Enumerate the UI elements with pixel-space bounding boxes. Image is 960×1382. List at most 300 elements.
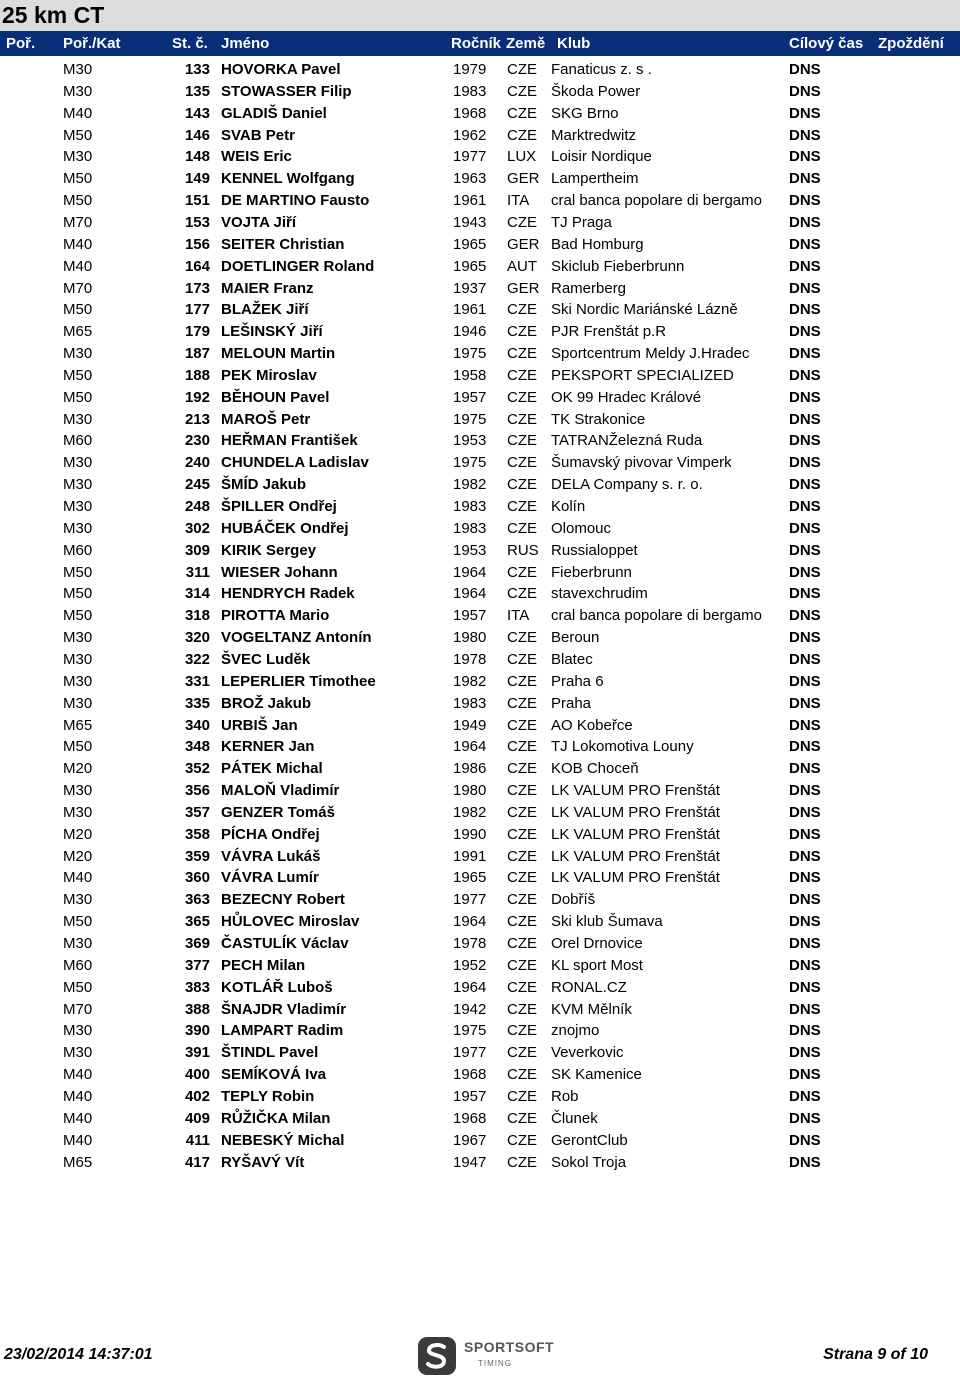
birth-year-cell: 1975 bbox=[453, 454, 487, 472]
club-cell: Ski klub Šumava bbox=[551, 913, 663, 931]
country-cell: ITA bbox=[507, 192, 530, 210]
athlete-name-cell: PECH Milan bbox=[221, 956, 306, 974]
start-number-cell: 365 bbox=[184, 913, 210, 931]
table-row bbox=[0, 824, 960, 845]
table-row bbox=[0, 540, 960, 561]
athlete-name-cell: BROŽ Jakub bbox=[221, 694, 312, 712]
table-row bbox=[0, 1130, 960, 1151]
category-cell: M30 bbox=[63, 498, 93, 515]
country-cell: CZE bbox=[507, 803, 537, 821]
category-cell: M70 bbox=[63, 213, 93, 231]
category-cell: M40 bbox=[63, 235, 93, 253]
country-cell: CZE bbox=[507, 1022, 537, 1040]
birth-year-cell: 1962 bbox=[453, 126, 487, 144]
start-number-cell: 213 bbox=[184, 410, 210, 428]
country-cell: CZE bbox=[507, 760, 537, 778]
athlete-name-cell: PIROTTA Mario bbox=[221, 607, 330, 625]
birth-year-cell: 1980 bbox=[453, 782, 487, 800]
finish-time-cell: DNS bbox=[789, 170, 821, 188]
table-row bbox=[0, 1108, 960, 1129]
start-number-cell: 377 bbox=[184, 956, 210, 974]
start-number-cell: 311 bbox=[185, 563, 210, 581]
table-row bbox=[0, 715, 960, 736]
country-cell: CZE bbox=[507, 323, 537, 341]
athlete-name-cell: DE MARTINO Fausto bbox=[221, 192, 370, 210]
category-cell: M30 bbox=[63, 82, 93, 100]
finish-time-cell: DNS bbox=[789, 650, 821, 668]
table-row bbox=[0, 168, 960, 189]
birth-year-cell: 1983 bbox=[453, 519, 487, 537]
country-cell: CZE bbox=[507, 345, 537, 363]
athlete-name-cell: ŠMÍD Jakub bbox=[221, 476, 307, 494]
table-row bbox=[0, 518, 960, 539]
finish-time-cell: DNS bbox=[789, 607, 821, 625]
club-cell: LK VALUM PRO Frenštát bbox=[551, 869, 720, 887]
country-cell: CZE bbox=[507, 301, 537, 319]
birth-year-cell: 1961 bbox=[453, 301, 487, 319]
category-cell: M30 bbox=[63, 1044, 93, 1062]
category-cell: M30 bbox=[63, 61, 93, 78]
birth-year-cell: 1983 bbox=[453, 498, 487, 515]
start-number-cell: 417 bbox=[184, 1153, 210, 1171]
table-row bbox=[0, 1042, 960, 1063]
finish-time-cell: DNS bbox=[789, 629, 821, 647]
category-cell: M40 bbox=[63, 869, 93, 887]
club-cell: Sokol Troja bbox=[551, 1153, 627, 1171]
birth-year-cell: 1983 bbox=[453, 694, 487, 712]
birth-year-cell: 1957 bbox=[453, 388, 487, 406]
country-cell: GER bbox=[507, 279, 540, 297]
club-cell: Škoda Power bbox=[551, 82, 641, 100]
category-cell: M50 bbox=[63, 301, 93, 319]
start-number-cell: 411 bbox=[185, 1131, 210, 1149]
finish-time-cell: DNS bbox=[789, 825, 821, 843]
sportsoft-s-icon bbox=[416, 1335, 458, 1377]
birth-year-cell: 1947 bbox=[453, 1153, 487, 1171]
finish-time-cell: DNS bbox=[789, 738, 821, 756]
table-row bbox=[0, 1020, 960, 1041]
table-row bbox=[0, 693, 960, 714]
category-cell: M50 bbox=[63, 913, 93, 931]
finish-time-cell: DNS bbox=[789, 301, 821, 319]
category-cell: M30 bbox=[63, 891, 93, 909]
start-number-cell: 151 bbox=[184, 192, 210, 210]
club-cell: KOB Choceň bbox=[551, 760, 639, 778]
athlete-name-cell: HŮLOVEC Miroslav bbox=[221, 913, 360, 931]
country-cell: ITA bbox=[507, 607, 530, 625]
athlete-name-cell: STOWASSER Filip bbox=[221, 82, 352, 100]
club-cell: Ramerberg bbox=[551, 279, 627, 297]
start-number-cell: 402 bbox=[184, 1087, 210, 1105]
birth-year-cell: 1946 bbox=[453, 323, 487, 341]
athlete-name-cell: LEŠINSKÝ Jiří bbox=[221, 323, 323, 341]
country-cell: CZE bbox=[507, 476, 537, 494]
finish-time-cell: DNS bbox=[789, 432, 821, 450]
athlete-name-cell: KIRIK Sergey bbox=[221, 541, 317, 559]
club-cell: Marktredwitz bbox=[551, 126, 637, 144]
start-number-cell: 363 bbox=[184, 891, 210, 909]
birth-year-cell: 1983 bbox=[453, 82, 487, 100]
finish-time-cell: DNS bbox=[789, 61, 821, 78]
birth-year-cell: 1937 bbox=[453, 279, 487, 297]
table-row bbox=[0, 59, 960, 80]
club-cell: Beroun bbox=[551, 629, 600, 647]
club-cell: Veverkovic bbox=[551, 1044, 624, 1062]
start-number-cell: 400 bbox=[184, 1066, 210, 1084]
start-number-cell: 388 bbox=[184, 1000, 210, 1018]
birth-year-cell: 1982 bbox=[453, 476, 487, 494]
table-row bbox=[0, 430, 960, 451]
finish-time-cell: DNS bbox=[789, 104, 821, 122]
finish-time-cell: DNS bbox=[789, 345, 821, 363]
category-cell: M65 bbox=[63, 323, 93, 341]
birth-year-cell: 1977 bbox=[453, 148, 487, 166]
category-cell: M30 bbox=[63, 672, 93, 690]
table-row bbox=[0, 343, 960, 364]
country-cell: CZE bbox=[507, 454, 537, 472]
category-cell: M20 bbox=[63, 760, 93, 778]
category-cell: M50 bbox=[63, 192, 93, 210]
finish-time-cell: DNS bbox=[789, 585, 821, 603]
birth-year-cell: 1975 bbox=[453, 410, 487, 428]
footer-datetime: 23/02/2014 14:37:01 bbox=[4, 1346, 153, 1363]
table-row bbox=[0, 583, 960, 604]
athlete-name-cell: SEMÍKOVÁ Iva bbox=[221, 1066, 327, 1084]
club-cell: LK VALUM PRO Frenštát bbox=[551, 825, 720, 843]
athlete-name-cell: ČASTULÍK Václav bbox=[221, 935, 349, 952]
header-por-kat: Poř./Kat bbox=[63, 35, 121, 52]
birth-year-cell: 1961 bbox=[453, 192, 487, 210]
country-cell: CZE bbox=[507, 869, 537, 887]
country-cell: CZE bbox=[507, 519, 537, 537]
start-number-cell: 187 bbox=[184, 345, 210, 363]
start-number-cell: 309 bbox=[184, 541, 210, 559]
start-number-cell: 357 bbox=[184, 803, 210, 821]
category-cell: M30 bbox=[63, 519, 93, 537]
start-number-cell: 322 bbox=[184, 650, 210, 668]
country-cell: CZE bbox=[507, 716, 537, 734]
table-row bbox=[0, 758, 960, 779]
category-cell: M50 bbox=[63, 170, 93, 188]
country-cell: CZE bbox=[507, 388, 537, 406]
table-row bbox=[0, 474, 960, 495]
category-cell: M20 bbox=[63, 847, 93, 865]
birth-year-cell: 1978 bbox=[453, 935, 487, 952]
birth-year-cell: 1977 bbox=[453, 1044, 487, 1062]
country-cell: CZE bbox=[507, 1066, 537, 1084]
category-cell: M50 bbox=[63, 607, 93, 625]
finish-time-cell: DNS bbox=[789, 519, 821, 537]
table-row bbox=[0, 1152, 960, 1173]
finish-time-cell: DNS bbox=[789, 760, 821, 778]
header-finish-time: Cílový čas bbox=[789, 35, 864, 52]
club-cell: KVM Mělník bbox=[551, 1000, 632, 1018]
header-delay: Zpoždění bbox=[878, 35, 944, 52]
country-cell: GER bbox=[507, 170, 540, 188]
athlete-name-cell: VÁVRA Lukáš bbox=[221, 847, 321, 865]
athlete-name-cell: MAIER Franz bbox=[221, 279, 314, 297]
finish-time-cell: DNS bbox=[789, 213, 821, 231]
finish-time-cell: DNS bbox=[789, 1066, 821, 1084]
club-cell: Rob bbox=[551, 1087, 579, 1105]
birth-year-cell: 1957 bbox=[453, 1087, 487, 1105]
club-cell: TK Strakonice bbox=[551, 410, 646, 428]
finish-time-cell: DNS bbox=[789, 869, 821, 887]
start-number-cell: 148 bbox=[184, 148, 210, 166]
club-cell: Olomouc bbox=[551, 519, 612, 537]
category-cell: M30 bbox=[63, 935, 93, 952]
header-name: Jméno bbox=[221, 35, 270, 52]
birth-year-cell: 1942 bbox=[453, 1000, 487, 1018]
start-number-cell: 391 bbox=[184, 1044, 210, 1062]
country-cell: CZE bbox=[507, 738, 537, 756]
country-cell: CZE bbox=[507, 913, 537, 931]
athlete-name-cell: HEŘMAN František bbox=[221, 432, 358, 450]
finish-time-cell: DNS bbox=[789, 82, 821, 100]
athlete-name-cell: ŠVEC Luděk bbox=[221, 650, 311, 668]
club-cell: Praha 6 bbox=[551, 672, 604, 690]
category-cell: M30 bbox=[63, 410, 93, 428]
birth-year-cell: 1953 bbox=[453, 432, 487, 450]
finish-time-cell: DNS bbox=[789, 279, 821, 297]
page-title: 25 km CT bbox=[2, 2, 105, 28]
table-row bbox=[0, 933, 960, 954]
country-cell: CZE bbox=[507, 825, 537, 843]
table-row bbox=[0, 125, 960, 146]
club-cell: SKG Brno bbox=[551, 104, 619, 122]
category-cell: M40 bbox=[63, 1087, 93, 1105]
athlete-name-cell: MAROŠ Petr bbox=[221, 410, 311, 428]
header-start-number: St. č. bbox=[172, 35, 208, 52]
finish-time-cell: DNS bbox=[789, 1109, 821, 1127]
start-number-cell: 318 bbox=[184, 607, 210, 625]
start-number-cell: 369 bbox=[184, 935, 210, 952]
finish-time-cell: DNS bbox=[789, 126, 821, 144]
club-cell: stavexchrudim bbox=[551, 585, 648, 603]
athlete-name-cell: KENNEL Wolfgang bbox=[221, 170, 355, 188]
birth-year-cell: 1964 bbox=[453, 563, 487, 581]
category-cell: M50 bbox=[63, 978, 93, 996]
athlete-name-cell: NEBESKÝ Michal bbox=[221, 1131, 345, 1149]
table-row bbox=[0, 409, 960, 430]
club-cell: Russialoppet bbox=[551, 541, 638, 559]
club-cell: Člunek bbox=[551, 1109, 598, 1127]
finish-time-cell: DNS bbox=[789, 498, 821, 515]
start-number-cell: 356 bbox=[184, 782, 210, 800]
birth-year-cell: 1978 bbox=[453, 650, 487, 668]
finish-time-cell: DNS bbox=[789, 541, 821, 559]
birth-year-cell: 1968 bbox=[453, 1066, 487, 1084]
start-number-cell: 135 bbox=[184, 82, 210, 100]
table-row bbox=[0, 802, 960, 823]
start-number-cell: 245 bbox=[184, 476, 210, 494]
country-cell: CZE bbox=[507, 1000, 537, 1018]
category-cell: M30 bbox=[63, 650, 93, 668]
athlete-name-cell: LAMPART Radim bbox=[221, 1022, 344, 1040]
category-cell: M30 bbox=[63, 782, 93, 800]
category-cell: M30 bbox=[63, 476, 93, 494]
club-cell: AO Kobeřce bbox=[551, 716, 633, 734]
table-row bbox=[0, 1086, 960, 1107]
finish-time-cell: DNS bbox=[789, 803, 821, 821]
header-club: Klub bbox=[557, 35, 591, 52]
birth-year-cell: 1982 bbox=[453, 672, 487, 690]
club-cell: TJ Praga bbox=[551, 213, 612, 231]
club-cell: Sportcentrum Meldy J.Hradec bbox=[551, 345, 750, 363]
club-cell: Dobříš bbox=[551, 891, 596, 909]
finish-time-cell: DNS bbox=[789, 366, 821, 384]
category-cell: M20 bbox=[63, 825, 93, 843]
club-cell: Šumavský pivovar Vimperk bbox=[551, 454, 732, 472]
birth-year-cell: 1964 bbox=[453, 738, 487, 756]
finish-time-cell: DNS bbox=[789, 847, 821, 865]
page-number: Strana 9 of 10 bbox=[823, 1346, 928, 1363]
athlete-name-cell: HOVORKA Pavel bbox=[221, 61, 341, 78]
country-cell: CZE bbox=[507, 694, 537, 712]
finish-time-cell: DNS bbox=[789, 192, 821, 210]
country-cell: CZE bbox=[507, 563, 537, 581]
country-cell: CZE bbox=[507, 104, 537, 122]
title-bar bbox=[0, 0, 960, 31]
country-cell: CZE bbox=[507, 1109, 537, 1127]
club-cell: znojmo bbox=[551, 1022, 600, 1040]
finish-time-cell: DNS bbox=[789, 1153, 821, 1171]
start-number-cell: 179 bbox=[184, 323, 210, 341]
country-cell: CZE bbox=[507, 366, 537, 384]
athlete-name-cell: KERNER Jan bbox=[221, 738, 315, 756]
category-cell: M50 bbox=[63, 563, 93, 581]
athlete-name-cell: BLAŽEK Jiří bbox=[221, 301, 309, 319]
club-cell: DELA Company s. r. o. bbox=[551, 476, 703, 494]
birth-year-cell: 1957 bbox=[453, 607, 487, 625]
birth-year-cell: 1986 bbox=[453, 760, 487, 778]
category-cell: M30 bbox=[63, 454, 93, 472]
category-cell: M30 bbox=[63, 1022, 93, 1040]
table-row bbox=[0, 299, 960, 320]
start-number-cell: 248 bbox=[184, 498, 210, 515]
club-cell: RONAL.CZ bbox=[551, 978, 627, 996]
category-cell: M60 bbox=[63, 432, 93, 450]
category-cell: M70 bbox=[63, 279, 93, 297]
finish-time-cell: DNS bbox=[789, 476, 821, 494]
category-cell: M40 bbox=[63, 257, 93, 275]
birth-year-cell: 1949 bbox=[453, 716, 487, 734]
athlete-name-cell: VOJTA Jiří bbox=[221, 213, 297, 231]
birth-year-cell: 1963 bbox=[453, 170, 487, 188]
club-cell: Bad Homburg bbox=[551, 235, 644, 253]
birth-year-cell: 1964 bbox=[453, 585, 487, 603]
start-number-cell: 149 bbox=[184, 170, 210, 188]
country-cell: CZE bbox=[507, 1087, 537, 1105]
country-cell: CZE bbox=[507, 956, 537, 974]
table-row bbox=[0, 780, 960, 801]
athlete-name-cell: MALOŇ Vladimír bbox=[221, 782, 340, 800]
country-cell: LUX bbox=[507, 148, 537, 166]
club-cell: GerontClub bbox=[551, 1131, 628, 1149]
birth-year-cell: 1968 bbox=[453, 104, 487, 122]
finish-time-cell: DNS bbox=[789, 956, 821, 974]
finish-time-cell: DNS bbox=[789, 235, 821, 253]
country-cell: CZE bbox=[507, 585, 537, 603]
start-number-cell: 348 bbox=[184, 738, 210, 756]
athlete-name-cell: RŮŽIČKA Milan bbox=[221, 1109, 331, 1127]
athlete-name-cell: URBIŠ Jan bbox=[221, 716, 298, 734]
athlete-name-cell: SEITER Christian bbox=[221, 235, 345, 253]
finish-time-cell: DNS bbox=[789, 672, 821, 690]
table-row bbox=[0, 190, 960, 211]
category-cell: M30 bbox=[63, 345, 93, 363]
logo-subtext: TIMING bbox=[478, 1359, 512, 1368]
table-row bbox=[0, 365, 960, 386]
club-cell: Ski Nordic Mariánské Lázně bbox=[551, 301, 738, 319]
athlete-name-cell: ŠPILLER Ondřej bbox=[221, 498, 337, 515]
category-cell: M40 bbox=[63, 1109, 93, 1127]
country-cell: CZE bbox=[507, 672, 537, 690]
birth-year-cell: 1982 bbox=[453, 803, 487, 821]
athlete-name-cell: WEIS Eric bbox=[221, 148, 292, 166]
header-year: Ročník bbox=[451, 35, 502, 52]
category-cell: M40 bbox=[63, 1066, 93, 1084]
club-cell: cral banca popolare di bergamo bbox=[551, 607, 762, 625]
birth-year-cell: 1965 bbox=[453, 869, 487, 887]
birth-year-cell: 1977 bbox=[453, 891, 487, 909]
table-row bbox=[0, 627, 960, 648]
header-country: Země bbox=[506, 35, 546, 52]
start-number-cell: 156 bbox=[184, 235, 210, 253]
birth-year-cell: 1968 bbox=[453, 1109, 487, 1127]
category-cell: M50 bbox=[63, 585, 93, 603]
finish-time-cell: DNS bbox=[789, 257, 821, 275]
country-cell: CZE bbox=[507, 410, 537, 428]
table-row bbox=[0, 212, 960, 233]
start-number-cell: 153 bbox=[184, 213, 210, 231]
start-number-cell: 352 bbox=[184, 760, 210, 778]
country-cell: CZE bbox=[507, 432, 537, 450]
athlete-name-cell: RYŠAVÝ Vít bbox=[221, 1153, 305, 1171]
category-cell: M30 bbox=[63, 629, 93, 647]
birth-year-cell: 1990 bbox=[453, 825, 487, 843]
country-cell: GER bbox=[507, 235, 540, 253]
finish-time-cell: DNS bbox=[789, 782, 821, 800]
club-cell: Fanaticus z. s . bbox=[551, 61, 652, 78]
club-cell: Lampertheim bbox=[551, 170, 639, 188]
athlete-name-cell: VÁVRA Lumír bbox=[221, 869, 319, 887]
country-cell: CZE bbox=[507, 891, 537, 909]
athlete-name-cell: BEZECNY Robert bbox=[221, 891, 345, 909]
category-cell: M30 bbox=[63, 803, 93, 821]
finish-time-cell: DNS bbox=[789, 454, 821, 472]
table-row bbox=[0, 387, 960, 408]
category-cell: M40 bbox=[63, 104, 93, 122]
table-row bbox=[0, 81, 960, 102]
finish-time-cell: DNS bbox=[789, 913, 821, 931]
finish-time-cell: DNS bbox=[789, 1131, 821, 1149]
start-number-cell: 340 bbox=[184, 716, 210, 734]
country-cell: CZE bbox=[507, 498, 537, 515]
athlete-name-cell: TEPLY Robin bbox=[221, 1087, 315, 1105]
start-number-cell: 133 bbox=[184, 61, 210, 78]
birth-year-cell: 1975 bbox=[453, 1022, 487, 1040]
table-row bbox=[0, 955, 960, 976]
start-number-cell: 390 bbox=[184, 1022, 210, 1040]
table-header bbox=[0, 31, 960, 56]
birth-year-cell: 1965 bbox=[453, 257, 487, 275]
table-row bbox=[0, 1064, 960, 1085]
athlete-name-cell: HUBÁČEK Ondřej bbox=[221, 519, 349, 537]
start-number-cell: 383 bbox=[184, 978, 210, 996]
start-number-cell: 143 bbox=[184, 104, 210, 122]
athlete-name-cell: MELOUN Martin bbox=[221, 345, 336, 363]
